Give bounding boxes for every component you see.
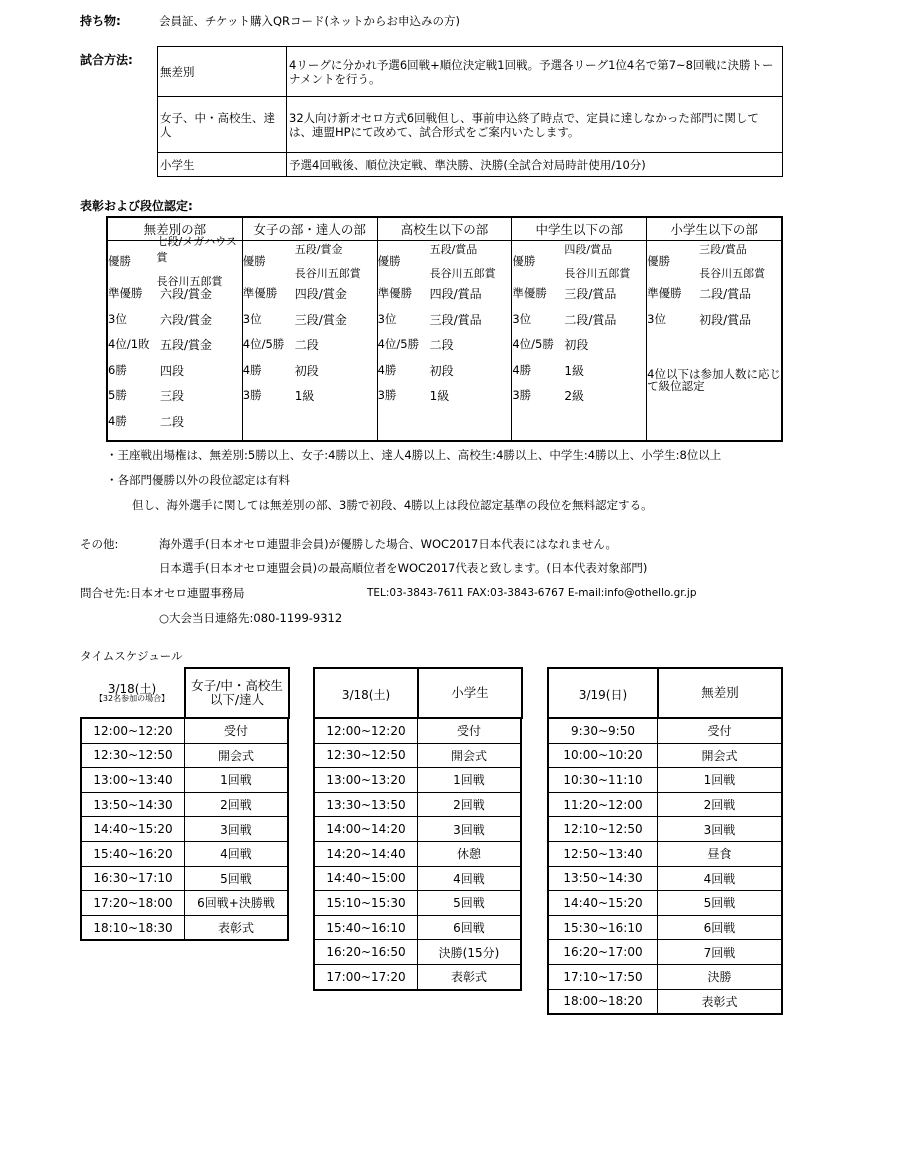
award-row [378,332,512,358]
method-cat: 無差別 [158,47,287,97]
award-rank: 3勝 [512,388,532,403]
schedule-row [314,743,521,768]
schedule-event: 6回戦 [418,915,522,940]
schedule-event: 表彰式 [658,989,783,1014]
award-row [647,307,781,333]
other-line: 日本選手(日本オセロ連盟会員)の最高順位者をWOC2017代表と致します。(日本代表対象部門) [159,561,648,575]
schedule-event: 1回戦 [185,768,289,793]
schedule-row [548,964,782,989]
schedule-row [548,743,782,768]
award-col [647,241,782,441]
award-rank: 3位 [108,311,127,326]
award-rank: 優勝 [108,253,131,268]
award-row [108,281,242,307]
schedule-event: 6回戦+決勝戦 [185,891,289,916]
schedule-row [548,817,782,842]
schedule-title: 女子/中・高校生以下/達人 [184,667,290,719]
award-col-title: 中学生以下の部 [512,217,647,241]
award-row [378,281,512,307]
award-rank: 準優勝 [647,286,682,301]
award-prize: 2級 [564,389,584,404]
schedule-event: 1回戦 [658,768,783,793]
schedule-event: 6回戦 [658,915,783,940]
award-prize: 三段/賞金 [294,312,347,327]
award-rank: 優勝 [377,253,401,268]
schedule-event: 表彰式 [185,915,289,940]
award-row [378,307,512,333]
schedule-event: 4回戦 [185,841,289,866]
award-col-title: 高校生以下の部 [377,217,512,241]
award-row [243,307,377,333]
schedule-row [314,792,521,817]
schedule-event: 2回戦 [418,792,522,817]
schedule-title: 小学生 [417,667,523,719]
award-rank: 優勝 [512,253,536,268]
method-desc: 32人向け新オセロ方式6回戦但し、事前申込終了時点で、定員に達しなかった部門に関しては、連盟HPにて改めて、試合形式をご案内いたします。 [287,97,783,153]
schedule-event: 5回戦 [658,891,783,916]
schedule-event: 7回戦 [658,940,783,965]
award-rank: 準優勝 [242,286,278,301]
award-note: ・王座戦出場権は、無差別:5勝以上、女子:4勝以上、達人4勝以上、高校生:4勝以上、中学生:4勝以上、小学生:8位以上 [106,448,722,462]
schedule-date-box [313,667,420,719]
schedule-time: 12:00~12:20 [314,718,418,743]
schedule-time: 14:40~15:00 [314,866,418,891]
award-prize: 初段 [294,363,319,378]
award-rank: 3位 [377,311,397,326]
schedule-row [314,866,521,891]
award-col [512,241,647,441]
award-rank: 3勝 [377,388,397,403]
schedule-event: 受付 [418,718,522,743]
award-prize: 四段/賞金 [294,287,347,302]
schedule-time: 12:30~12:50 [314,743,418,768]
schedule-date: 3/19(日) [578,688,628,702]
schedule-time: 15:40~16:10 [314,915,418,940]
schedule-time: 11:20~12:00 [548,792,658,817]
award-row [647,281,781,307]
award-prize: 二段 [429,338,454,353]
schedule-time: 9:30~9:50 [548,718,658,743]
award-prize: 二段/賞品 [699,287,752,302]
schedule-row [548,768,782,793]
schedule-date: 3/18(土) [341,688,391,702]
award-rank: 準優勝 [512,286,547,301]
award-row [108,358,242,384]
award-prize-extra: 長谷川五郎賞 [156,275,223,288]
schedule-event: 3回戦 [658,817,783,842]
award-prize: 1級 [429,389,450,404]
award-row [108,307,242,333]
award-row [378,241,512,281]
award-prize: 二段/賞品 [564,312,617,327]
schedule-time: 14:00~14:20 [314,817,418,842]
award-rank: 優勝 [242,253,266,268]
award-col-title: 小学生以下の部 [647,217,782,241]
schedule-row [81,768,288,793]
award-row [512,383,646,409]
schedule-time: 10:30~11:10 [548,768,658,793]
schedule-title: 無差別 [657,667,783,719]
award-col-title: 女子の部・達人の部 [242,217,377,241]
award-prize: 七段/メガハウス賞 [156,235,237,264]
schedule-event: 受付 [185,718,289,743]
schedule-event: 決勝(15分) [418,940,522,965]
award-prize: 五段/賞品 [429,243,478,256]
schedule-time: 10:00~10:20 [548,743,658,768]
schedule-event: 開会式 [185,743,289,768]
award-col [107,235,242,441]
schedule-row [548,792,782,817]
awards-table [106,216,783,442]
award-rank: 3位 [242,311,262,326]
award-row [512,281,646,307]
schedule-event: 受付 [658,718,783,743]
schedule-table [80,717,289,941]
award-row [108,332,242,358]
schedule-table [313,717,522,991]
schedule-row [548,989,782,1014]
award-rank: 4勝 [377,362,397,377]
schedule-time: 17:10~17:50 [548,964,658,989]
schedule-time: 16:20~16:50 [314,940,418,965]
schedule-time: 15:10~15:30 [314,891,418,916]
award-col [242,241,377,441]
schedule-event: 2回戦 [185,792,289,817]
award-prize: 1級 [294,389,315,404]
schedule-event: 2回戦 [658,792,783,817]
award-prize-extra: 長谷川五郎賞 [429,267,496,280]
award-prize: 三段 [160,389,185,404]
schedule-time: 18:10~18:30 [81,915,185,940]
schedule-row [81,817,288,842]
award-row [243,358,377,384]
award-rank: 4位/1敗 [108,337,150,352]
schedule-time: 13:00~13:40 [81,768,185,793]
award-rank: 3勝 [242,388,262,403]
schedule-event: 1回戦 [418,768,522,793]
schedule-row [81,718,288,743]
award-rank: 準優勝 [377,286,413,301]
schedule-sub: 【32名参加の場合】 [94,694,170,703]
schedule-row [548,866,782,891]
award-prize: 二段 [294,338,319,353]
method-desc: 予選4回戦後、順位決定戦、準決勝、決勝(全試合対局時計使用/10分) [287,153,783,177]
award-prize: 四段/賞品 [564,243,613,256]
schedule-row [548,915,782,940]
schedule-date: 3/18(土) [107,682,157,696]
schedule-time: 16:30~17:10 [81,866,185,891]
belongings-text: 会員証、チケット購入QRコード(ネットからお申込みの方) [159,14,460,28]
schedule-time: 12:50~13:40 [548,841,658,866]
schedule-time: 13:50~14:30 [81,792,185,817]
award-row [108,383,242,409]
award-col-title: 無差別の部 [107,217,242,241]
method-label: 試合方法: [80,53,133,67]
award-rank: 3位 [512,311,532,326]
schedule-time: 17:20~18:00 [81,891,185,916]
award-row [243,241,377,281]
schedule-time: 14:20~14:40 [314,841,418,866]
award-row [243,281,377,307]
schedule-row [314,718,521,743]
schedule-event: 5回戦 [418,891,522,916]
schedule-time: 14:40~15:20 [81,817,185,842]
award-prize-extra: 長谷川五郎賞 [294,267,361,280]
award-rank: 4勝 [512,362,532,377]
award-prize: 三段/賞品 [699,243,747,256]
award-rank: 4位/5勝 [242,337,285,352]
schedule-time: 17:00~17:20 [314,964,418,989]
schedule-time: 13:50~14:30 [548,866,658,891]
award-row [378,383,512,409]
method-desc: 4リーグに分かれ予選6回戦+順位決定戦1回戦。予選各リーグ1位4名で第7~8回戦に決勝トーナメントを行う。 [287,47,783,97]
other-line: 海外選手(日本オセロ連盟非会員)が優勝した場合、WOC2017日本代表にはなれません。 [159,537,618,551]
award-prize: 四段 [160,363,185,378]
schedule-row [81,891,288,916]
schedule-event: 4回戦 [658,866,783,891]
award-prize: 1級 [564,363,584,378]
method-table [157,46,783,177]
award-rank: 4勝 [242,362,262,377]
schedule-time: 13:30~13:50 [314,792,418,817]
contact-tel: TEL:03-3843-7611 FAX:03-3843-6767 E-mail:info@othello.gr.jp [367,587,697,599]
schedule-row [548,718,782,743]
award-rank: 4勝 [108,413,127,428]
award-prize: 五段/賞金 [294,243,343,256]
schedule-time: 12:00~12:20 [81,718,185,743]
schedule-row [314,915,521,940]
schedule-time: 15:40~16:20 [81,841,185,866]
schedule-row [314,940,521,965]
schedule-row [314,841,521,866]
method-cat: 小学生 [158,153,287,177]
method-cat: 女子、中・高校生、達人 [158,97,287,153]
schedule-time: 16:20~17:00 [548,940,658,965]
schedule-label: タイムスケジュール [80,649,183,663]
award-row [647,241,781,281]
schedule-row [314,768,521,793]
schedule-row [81,915,288,940]
award-prize: 六段/賞金 [160,312,213,327]
award-prize-extra: 長谷川五郎賞 [699,267,766,280]
schedule-event: 4回戦 [418,866,522,891]
award-row [512,307,646,333]
award-prize: 六段/賞金 [160,287,213,302]
schedule-time: 18:00~18:20 [548,989,658,1014]
schedule-time: 12:30~12:50 [81,743,185,768]
schedule-row [548,891,782,916]
award-row [378,358,512,384]
schedule-row [81,792,288,817]
schedule-event: 表彰式 [418,964,522,989]
contact-label: 問合せ先:日本オセロ連盟事務局 [80,586,245,600]
award-rank: 5勝 [108,388,127,403]
schedule-row [314,891,521,916]
schedule-time: 14:40~15:20 [548,891,658,916]
award-col [377,241,512,441]
schedule-time: 13:00~13:20 [314,768,418,793]
award-prize: 初段 [564,338,589,353]
award-row [243,332,377,358]
award-rank: 準優勝 [108,286,143,301]
award-rank: 6勝 [108,362,127,377]
schedule-date-box [547,667,659,719]
award-row [512,332,646,358]
award-note-cell: 4位以下は参加人数に応じて級位認定 [647,367,781,393]
schedule-event: 昼食 [658,841,783,866]
award-row [108,235,242,288]
schedule-row [548,841,782,866]
award-prize: 三段/賞品 [429,312,482,327]
schedule-event: 休憩 [418,841,522,866]
schedule-row [314,964,521,989]
schedule-event: 開会式 [418,743,522,768]
schedule-row [81,841,288,866]
award-prize: 二段 [160,414,185,429]
schedule-time: 12:10~12:50 [548,817,658,842]
award-prize-extra: 長谷川五郎賞 [564,267,631,280]
award-prize: 初段 [429,363,454,378]
award-rank: 4位/5勝 [377,337,420,352]
award-row [243,383,377,409]
schedule-time: 15:30~16:10 [548,915,658,940]
schedule-row [81,866,288,891]
schedule-event: 開会式 [658,743,783,768]
award-prize: 四段/賞品 [429,287,482,302]
award-rank: 4位/5勝 [512,337,554,352]
other-label: その他: [80,537,119,551]
belongings-label: 持ち物: [80,14,121,28]
award-rank: 優勝 [647,253,671,268]
contact-day: ○大会当日連絡先:080-1199-9312 [159,611,343,625]
schedule-row [81,743,288,768]
schedule-row [314,817,521,842]
schedule-table [547,717,783,1015]
schedule-event: 3回戦 [418,817,522,842]
award-rank: 3位 [647,311,666,326]
schedule-row [548,940,782,965]
award-note: 但し、海外選手に関しては無差別の部、3勝で初段、4勝以上は段位認定基準の段位を無料認定する。 [132,498,653,512]
award-note: ・各部門優勝以外の段位認定は有料 [106,473,290,487]
schedule-event: 5回戦 [185,866,289,891]
schedule-event: 3回戦 [185,817,289,842]
awards-label: 表彰および段位認定: [80,199,193,213]
award-prize: 五段/賞金 [160,338,213,353]
award-prize: 三段/賞品 [564,287,617,302]
schedule-event: 決勝 [658,964,783,989]
award-row [512,358,646,384]
award-row [512,241,646,281]
award-row [108,409,242,435]
award-prize: 初段/賞品 [699,312,752,327]
